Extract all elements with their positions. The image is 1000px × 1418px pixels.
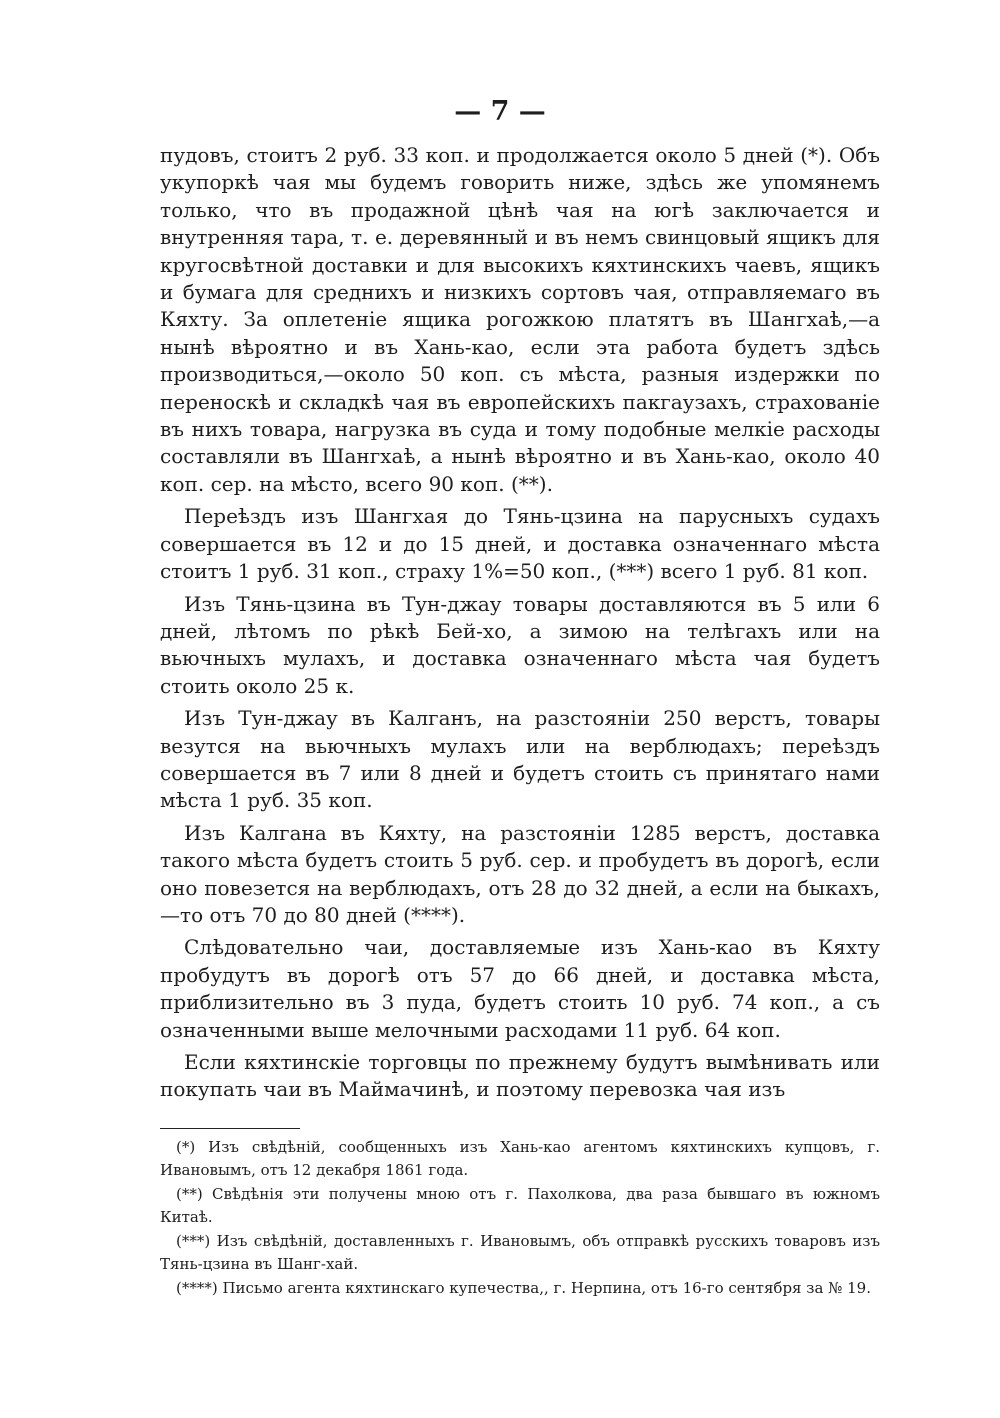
- footnotes: [160, 1136, 880, 1302]
- body-text: [160, 142, 880, 1109]
- page-number: — 7 —: [454, 96, 546, 127]
- paragraph: Изъ Калгана въ Кяхту, на разстояніи 1285 верстъ, доставка такого мѣста будетъ стоить 5 руб. сер. и пробудетъ въ дорогѣ, если оно повезется на верблюдахъ, отъ 28 до 32 дней, а если на быкахъ,—то отъ 70 до 80 дней (****).: [160, 820, 880, 927]
- paragraph: Изъ Тун-джау въ Калганъ, на разстояніи 250 верстъ, товары везутся на вьючныхъ мулахъ или на верблюдахъ; переѣздъ совершается въ 7 или 8 дней и будетъ стоить съ принятаго нами мѣста 1 руб. 35 коп.: [160, 706, 880, 813]
- paragraph: пудовъ, стоитъ 2 руб. 33 коп. и продолжается около 5 дней (*). Объ укупоркѣ чая мы будемъ говорить ниже, здѣсь же упомянемъ только, что въ продажной цѣнѣ чая на югѣ заключается и внутренняя тара, т. е. деревянный и въ немъ свинцовый ящикъ для кругосвѣтной доставки и для высокихъ кяхтинскихъ чаевъ, ящикъ и бумага для среднихъ и низкихъ сортовъ чая, отправляемаго въ Кяхту. За оплетеніе ящика рогожкою платятъ въ Шангхаѣ,—а нынѣ вѣроятно и въ Хань-као, если эта работа будетъ здѣсь производиться,—около 50 коп. съ мѣста, разныя издержки по переноскѣ и складкѣ чая въ европейскихъ пакгаузахъ, страхованіе въ нихъ товара, нагрузка въ суда и тому подобные мелкіе расходы составляли въ Шангхаѣ, а нынѣ вѣроятно и въ Хань-као, около 40 коп. сер. на мѣсто, всего 90 коп. (**).: [160, 143, 880, 496]
- footnote: (**) Свѣдѣнія эти получены мною отъ г. Пахолкова, два раза бывшаго въ южномъ Китаѣ.: [160, 1185, 880, 1226]
- footnote: (****) Письмо агента кяхтинскаго купечества,, г. Нерпина, отъ 16-го сентября за № 19.: [176, 1279, 871, 1297]
- footnote: (***) Изъ свѣдѣній, доставленныхъ г. Ивановымъ, объ отправкѣ русскихъ товаровъ изъ Тянь-цзина въ Шанг-хай.: [160, 1232, 880, 1273]
- paragraph: Переѣздъ изъ Шангхая до Тянь-цзина на парусныхъ судахъ совершается въ 12 и до 15 дней, и доставка означеннаго мѣста стоитъ 1 руб. 31 коп., страху 1%=50 коп., (***) всего 1 руб. 81 коп.: [160, 504, 880, 584]
- paragraph: Изъ Тянь-цзина въ Тун-джау товары доставляются въ 5 или 6 дней, лѣтомъ по рѣкѣ Бей-хо, а зимою на телѣгахъ или на вьючныхъ мулахъ, и доставка означеннаго мѣста чая будетъ стоить около 25 к.: [160, 591, 880, 698]
- paragraph: Слѣдовательно чаи, доставляемые изъ Хань-као въ Кяхту пробудутъ въ дорогѣ отъ 57 до 66 дней, и доставка мѣста, приблизительно въ 3 пуда, будетъ стоить 10 руб. 74 коп., а съ означенными выше мелочными расходами 11 руб. 64 коп.: [160, 935, 880, 1042]
- footnote: (*) Изъ свѣдѣній, сообщенныхъ изъ Хань-као агентомъ кяхтинскихъ купцовъ, г. Ивановымъ, отъ 12 декабря 1861 года.: [160, 1138, 880, 1179]
- footnote-divider: [160, 1128, 300, 1129]
- paragraph: Если кяхтинскіе торговцы по прежнему будутъ вымѣнивать или покупать чаи въ Маймачинѣ, и поэтому перевозка чая изъ: [160, 1050, 880, 1102]
